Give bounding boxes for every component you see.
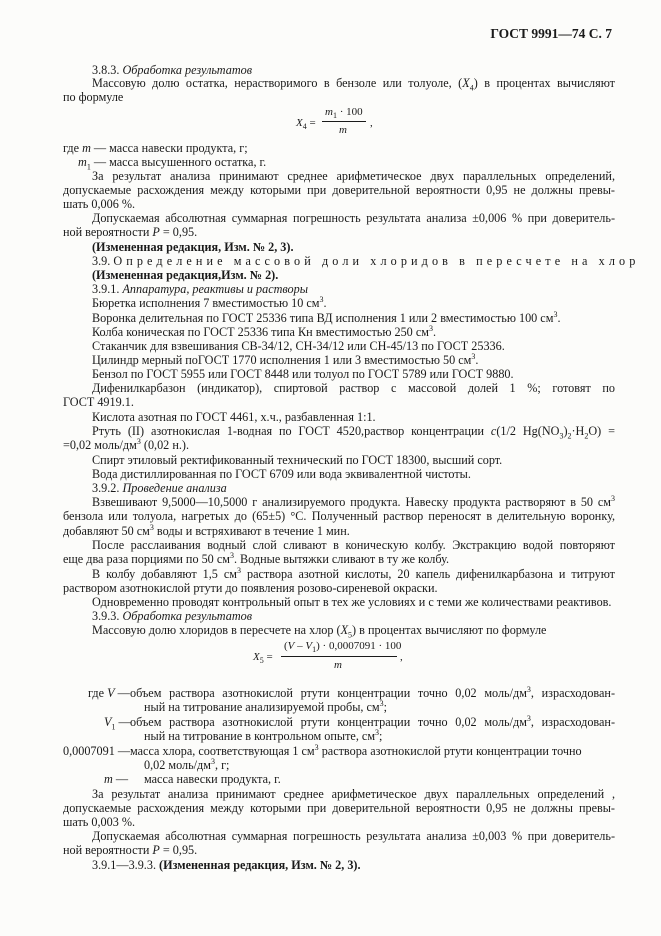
where-definition: ный на титрование в контрольном опыте, $см^3$;	[144, 727, 383, 743]
formula-lhs: $X_5$ =	[253, 651, 273, 666]
formula-numerator: $m_1 \cdot 100$	[325, 106, 363, 121]
where-definition: объем раствора азотнокислой ртути концентрации точно 0,02 моль/$дм^3$, израсходован-	[130, 684, 616, 700]
list-item: Стаканчик для взвешивания СВ-34/12, СН-34/12 или СН-45/13 по ГОСТ 25336.	[92, 339, 505, 353]
amendment-note: (Измененная редакция, Изм. № 2, 3).	[92, 240, 294, 254]
paragraph: шать 0,003 %.	[63, 815, 136, 829]
paragraph: бензола или толуола, нагретых до (65±5) °С. Полученный раствор переносят в делительную воронку,	[63, 509, 615, 523]
where-definition: масса навески продукта, г.	[144, 772, 281, 786]
list-item: Бензол по ГОСТ 5955 или ГОСТ 8448 или толуол по ГОСТ 5789 или ГОСТ 9880.	[92, 367, 514, 381]
where-definition: масса хлора, соответствующая 1 $см^3$ раствора азотнокислой ртути концентрации точно	[130, 742, 582, 758]
list-item: Ртуть (II) азотнокислая 1-водная по ГОСТ 4520,раствор концентрации c(1/2 $Hg(NO_3)_2\cdot H_2O$) =	[92, 424, 616, 441]
paragraph: ной вероятности P = 0,95.	[63, 843, 198, 857]
list-item: Воронка делительная по ГОСТ 25336 типа ВД исполнения 1 или 2 вместимостью 100 $см^3$.	[92, 309, 561, 325]
paragraph: раствором азотнокислой ртути до появления розово-сиреневой окраски.	[63, 581, 438, 595]
where-line: $m_1$ — масса высушенного остатка, г.	[78, 155, 267, 172]
section-heading: 3.9.1. Аппаратура, реактивы и растворы	[92, 282, 308, 296]
where-line: где V —	[88, 686, 130, 700]
paragraph-line: по формуле	[63, 90, 124, 104]
paragraph: Взвешивают 9,5000—10,5000 г анализируемого продукта. Навеску продукта растворяют в 50 $см^3$	[92, 493, 615, 509]
where-symbol: $V_1$ —	[104, 715, 131, 732]
amendment-note: 3.9.1—3.9.3. (Измененная редакция, Изм. № 2, 3).	[92, 858, 361, 872]
list-item: Дифенилкарбазон (индикатор), спиртовой раствор с массовой долей 1 %; готовят по	[92, 381, 615, 395]
list-item: =0,02 моль/$дм^3$ (0,02 н.).	[63, 436, 189, 452]
list-item: Спирт этиловый ректификованный технический по ГОСТ 18300, высший сорт.	[92, 453, 503, 467]
where-definition: 0,02 моль/$дм^3$, г;	[144, 756, 230, 772]
page-header: ГОСТ 9991—74 С. 7	[490, 26, 612, 41]
section-heading: 3.9.2. Проведение анализа	[92, 481, 227, 495]
where-line: где m — масса навески продукта, г;	[63, 141, 248, 155]
amendment-note: (Измененная редакция,Изм. № 2).	[92, 268, 279, 282]
paragraph: еще два раза порциями по 50 $см^3$. Водные вытяжки сливают в ту же колбу.	[63, 550, 450, 566]
paragraph: За результат анализа принимают среднее арифметическое двух параллельных определений ,	[92, 787, 615, 801]
list-item: Вода дистиллированная по ГОСТ 6709 или вода эквивалентной чистоты.	[92, 467, 471, 481]
list-item: Бюретка исполнения 7 вместимостью 10 $см^3$.	[92, 294, 327, 310]
list-item: ГОСТ 4919.1.	[63, 395, 134, 409]
formula-lhs: $X_4$ =	[296, 117, 316, 132]
list-item: Колба коническая по ГОСТ 25336 типа Кн вместимостью 250 $см^3$.	[92, 323, 436, 339]
paragraph: Допускаемая абсолютная суммарная погрешность результата анализа ±0,003 % при доверитель-	[92, 829, 615, 843]
paragraph: Допускаемая абсолютная суммарная погрешность результата анализа ±0,006 % при доверитель-	[92, 211, 615, 225]
paragraph: Массовую долю хлоридов в пересчете на хлор $(X_5)$ в процентах вычисляют по формуле	[92, 623, 547, 640]
paragraph: добавляют 50 $см^3$ воды и встряхивают в течение 1 мин.	[63, 522, 350, 538]
document-page: ГОСТ 9991—74 С. 7 3.8.3. Обработка результатов Массовую долю остатка, нерастворимого в бензоле или толуоле, $(X_4)$ в процентах вычисляют по формуле $X_4$ = $m_1 \cdot 100$ m , где m — масса навески продукта, г; $m_1$ — масса высушенного остатка, г. За результат анализа принимают среднее арифметическое двух параллельных определений, допускаемые расхождения между которыми при доверительной вероятности 0,95 не должны превы- шать 0,006 %. Допускаемая абсолютная суммарная погрешность результата анализа ±0,006 % при доверитель- ной вероятности P = 0,95. (Измененная редакция, Изм. № 2, 3). 3.9. Определение массовой доли хлоридов в пересчете на хлор (Измененная редакция,Изм. № 2). 3.9.1. Аппаратура, реактивы и растворы Бюретка исполнения 7 вместимостью 10 $см^3$. Воронка делительная по ГОСТ 25336 типа ВД исполнения 1 или 2 вместимостью 100 $см^3$. Колба коническая по ГОСТ 25336 типа Кн вместимостью 250 $см^3$. Стаканчик для взвешивания СВ-34/12, СН-34/12 или СН-45/13 по ГОСТ 25336. Цилиндр мерный поГОСТ 1770 исполнения 1 или 3 вместимостью 50 $см^3$. Бензол по ГОСТ 5955 или ГОСТ 8448 или толуол по ГОСТ 5789 или ГОСТ 9880. Дифенилкарбазон (индикатор), спиртовой раствор с массовой долей 1 %; готовят по ГОСТ 4919.1. Кислота азотная по ГОСТ 4461, х.ч., разбавленная 1:1. Ртуть (II) азотнокислая 1-водная по ГОСТ 4520,раствор концентрации c(1/2 $Hg(NO_3)_2\cdot H_2O$) = =0,02 моль/$дм^3$ (0,02 н.). Спирт этиловый ректификованный технический по ГОСТ 18300, высший сорт. Вода дистиллированная по ГОСТ 6709 или вода эквивалентной чистоты. 3.9.2. Проведение анализа Взвешивают 9,5000—10,5000 г анализируемого продукта. Навеску продукта растворяют в 50 $см^3$ бензола или толуола, нагретых до (65±5) °С. Полученный раствор переносят в делительную воронку, добавляют 50 $см^3$ воды и встряхивают в течение 1 мин. После расслаивания водный слой сливают в коническую колбу. Экстракцию водой повторяют еще два раза порциями по 50 $см^3$. Водные вытяжки сливают в ту же колбу. В колбу добавляют 1,5 $см^3$ раствора азотной кислоты, 20 капель дифенилкарбазона и титруют раствором азотнокислой ртути до появления розово-сиреневой окраски. Одновременно проводят контрольный опыт в тех же условиях и с теми же количествами реактивов. 3.9.3. Обработка результатов Массовую долю хлоридов в пересчете на хлор $(X_5)$ в процентах вычисляют по формуле $X_5$ = $(V - V_1) \cdot 0,0007091 \cdot 100$ m , где V — объем раствора азотнокислой ртути концентрации точно 0,02 моль/$дм^3$, израсходован- ный на титрование анализируемой пробы, $см^3$; $V_1$ — объем раствора азотнокислой ртути концентрации точно 0,02 моль/$дм^3$, израсходован- ный на титрование в контрольном опыте, $см^3$; 0,0007091 — масса хлора, соответствующая 1 $см^3$ раствора азотнокислой ртути концентрации точно 0,02 моль/$дм^3$, г; m — масса навески продукта, г. За результат анализа принимают среднее арифметическое двух параллельных определений , допускаемые расхождения между которыми при доверительной вероятности 0,95 не должны превы- шать 0,003 %. Допускаемая абсолютная суммарная погрешность результата анализа ±0,003 % при доверитель- ной вероятности P = 0,95. 3.9.1—3.9.3. (Измененная редакция, Изм. № 2, 3).	[63, 26, 640, 872]
paragraph: ной вероятности P = 0,95.	[63, 225, 198, 239]
paragraph: В колбу добавляют 1,5 $см^3$ раствора азотной кислоты, 20 капель дифенилкарбазона и титруют	[92, 565, 615, 581]
paragraph: Одновременно проводят контрольный опыт в тех же условиях и с теми же количествами реактивов.	[92, 595, 612, 609]
fraction-bar	[322, 121, 366, 122]
formula-denominator: m	[339, 124, 347, 136]
paragraph: После расслаивания водный слой сливают в коническую колбу. Экстракцию водой повторяют	[92, 538, 615, 552]
paragraph: Массовую долю остатка, нерастворимого в бензоле или толуоле, $(X_4)$ в процентах вычисляют	[92, 76, 616, 93]
where-symbol: m —	[104, 772, 129, 786]
section-heading: 3.9.3. Обработка результатов	[92, 609, 253, 623]
list-item: Цилиндр мерный поГОСТ 1770 исполнения 1 или 3 вместимостью 50 $см^3$.	[92, 351, 479, 367]
section-heading: 3.8.3. Обработка результатов	[92, 63, 253, 77]
paragraph: допускаемые расхождения между которыми при доверительной вероятности 0,95 не должны превы-	[63, 183, 615, 197]
fraction-bar	[281, 656, 397, 657]
paragraph: шать 0,006 %.	[63, 197, 136, 211]
where-definition: ный на титрование анализируемой пробы, $см^3$;	[144, 698, 388, 714]
section-heading: 3.9. Определение массовой доли хлоридов в пересчете на хлор	[92, 254, 640, 268]
formula-denominator: m	[334, 659, 342, 671]
where-definition: объем раствора азотнокислой ртути концентрации точно 0,02 моль/$дм^3$, израсходован-	[130, 713, 616, 729]
paragraph: допускаемые расхождения между которыми при доверительной вероятности 0,95 не должны превы-	[63, 801, 615, 815]
paragraph: За результат анализа принимают среднее арифметическое двух параллельных определений,	[92, 169, 615, 183]
formula-numerator: $(V - V_1) \cdot 0,0007091 \cdot 100$	[284, 640, 402, 655]
list-item: Кислота азотная по ГОСТ 4461, х.ч., разбавленная 1:1.	[92, 410, 376, 424]
where-symbol: 0,0007091 —	[63, 744, 131, 758]
